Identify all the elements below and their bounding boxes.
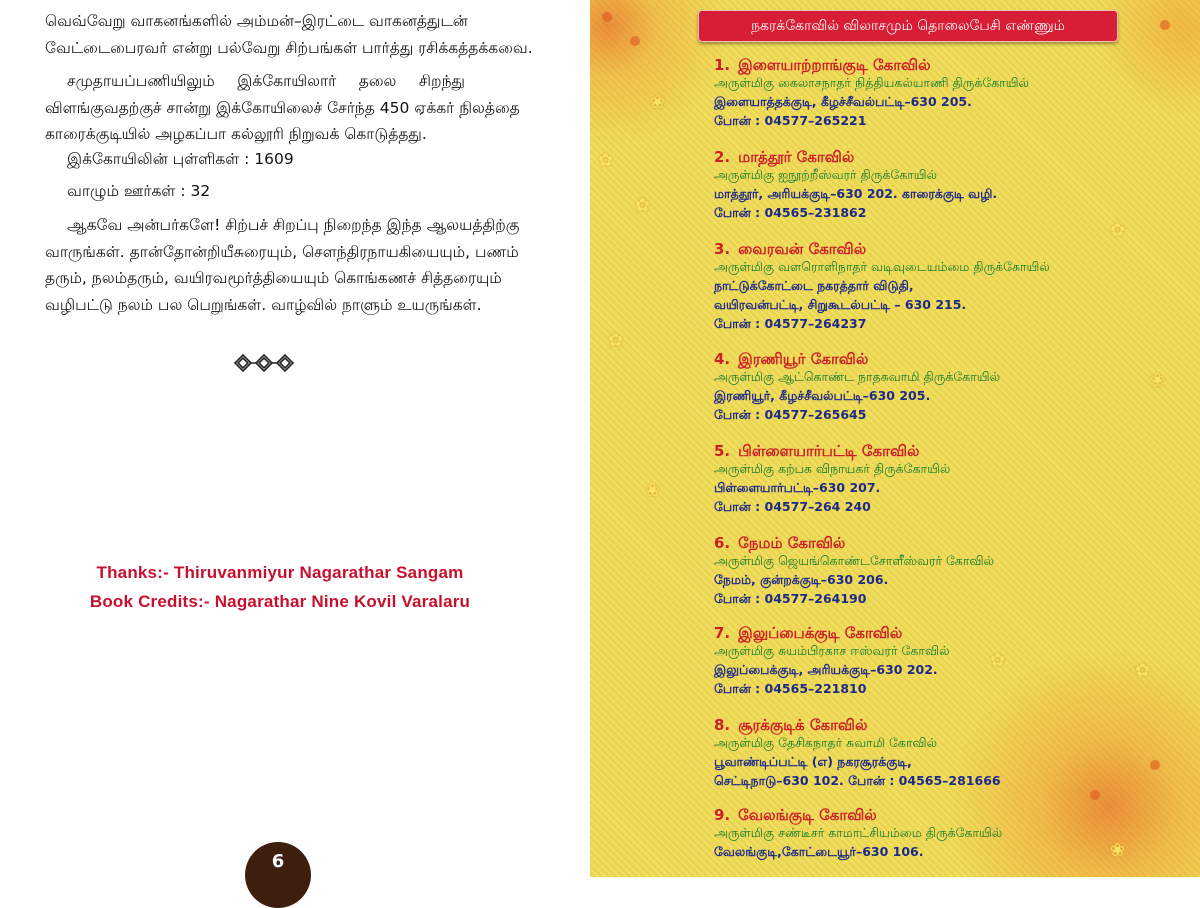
address-line: வயிரவன்பட்டி, சிறுகூடல்பட்டி – 630 215. [714, 297, 967, 312]
temple-title [714, 240, 1184, 258]
entry-number: 9. [714, 806, 731, 824]
deity-line: அருள்மிகு சண்டீசர் காமாட்சியம்மை திருக்கோயில் [714, 825, 1003, 840]
flower-icon: ❀ [1110, 840, 1126, 861]
flower-icon: ✿ [1135, 660, 1151, 681]
address-line: இரணியூர், கீழச்சீவல்பட்டி–630 205. [714, 388, 931, 403]
decor-dot [630, 36, 640, 46]
temple-entry-8 [714, 716, 1184, 790]
entry-number: 1. [714, 56, 731, 74]
temple-entry-9 [714, 806, 1184, 861]
address-line: இலுப்பைக்குடி, அரியக்குடி–630 202. [714, 662, 938, 677]
text-line: சமுதாயப்பணியிலும் இக்கோயிலார் தலை சிறந்து [67, 72, 465, 90]
flower-icon: ✿ [608, 330, 624, 351]
text-line: காரைக்குடியில் அழகப்பா கல்லூரி நிறுவக் கொடுத்தது. [45, 125, 427, 143]
decor-dot [1160, 20, 1170, 30]
temple-name: மாத்தூர் கோவில் [738, 148, 855, 166]
address-list-banner: நகரக்கோவில் விலாசமும் தொலைபேசி எண்ணும் [698, 10, 1118, 42]
flower-icon: ❀ [645, 480, 661, 501]
deity-line: அருள்மிகு கற்பக விநாயகர் திருக்கோயில் [714, 461, 951, 476]
deity-line: அருள்மிகு ஜெயங்கொண்டசோளீஸ்வரர் கோவில் [714, 553, 994, 568]
paragraph-social-service [45, 68, 520, 148]
temple-entry-4 [714, 350, 1184, 424]
paragraph-invitation [45, 212, 520, 318]
right-page [590, 0, 1200, 877]
temple-title [714, 624, 1184, 642]
entry-number: 3. [714, 240, 731, 258]
entry-number: 5. [714, 442, 731, 460]
temple-name: இலுப்பைக்குடி கோவில் [738, 624, 903, 642]
flower-icon: ❀ [1150, 370, 1166, 391]
temple-title [714, 716, 1184, 734]
temple-name: வேலங்குடி கோவில் [738, 806, 877, 824]
address-line: பூவாண்டிப்பட்டி (எ) நகரசூரக்குடி, [714, 754, 912, 769]
deity-line: அருள்மிகு தேசிகநாதர் சுவாமி கோவில் [714, 735, 937, 750]
celtic-knot-ornament-icon [232, 352, 296, 374]
phone-line: போன் : 04577–264190 [714, 591, 867, 606]
temple-name: இரணியூர் கோவில் [738, 350, 869, 368]
temple-entry-7 [714, 624, 1184, 698]
deity-line: அருள்மிகு வளரொளிநாதர் வடிவுடையம்மை திருக்கோயில் [714, 259, 1050, 274]
entry-number: 4. [714, 350, 731, 368]
decor-dot [602, 12, 612, 22]
address-line: இளையாத்தக்குடி, கீழச்சீவல்பட்டி–630 205. [714, 94, 972, 109]
text-line: வழிபட்டு நலம் பல பெறுங்கள். வாழ்வில் நாளும் உயருங்கள். [45, 295, 482, 314]
phone-line: போன் : 04577–265645 [714, 407, 867, 422]
address-line: பிள்ளையார்பட்டி–630 207. [714, 480, 881, 495]
temple-entry-5 [714, 442, 1184, 516]
temple-name: சூரக்குடிக் கோவில் [738, 716, 868, 734]
flower-icon: ✿ [598, 150, 614, 171]
temple-title [714, 442, 1184, 460]
flower-icon: ✿ [635, 195, 651, 216]
address-line: நாட்டுக்கோட்டை நகரத்தார் விடுதி, [714, 278, 914, 293]
text-line: வாருங்கள். தான்தோன்றியீசுரையும், சௌந்திரநாயகியையும், பணம் [45, 242, 519, 261]
temple-title [714, 148, 1184, 166]
temple-name: பிள்ளையார்பட்டி கோவில் [738, 442, 920, 460]
address-line: வேலங்குடி,கோட்டையூர்–630 106. [714, 844, 924, 859]
decor-dot [1090, 790, 1100, 800]
temple-entry-1 [714, 56, 1184, 130]
entry-number: 6. [714, 534, 731, 552]
thanks-credit: Thanks:- Thiruvanmiyur Nagarathar Sangam [96, 563, 464, 582]
temple-title [714, 350, 1184, 368]
temple-title [714, 806, 1184, 824]
deity-line: அருள்மிகு ஆட்கொண்ட நாதசுவாமி திருக்கோயில் [714, 369, 1000, 384]
entry-number: 2. [714, 148, 731, 166]
villages-count: வாழும் ஊர்கள் : 32 [67, 182, 211, 200]
temple-title [714, 534, 1184, 552]
flower-icon: ❀ [650, 92, 666, 113]
phone-line: போன் : 04577–264 240 [714, 499, 871, 514]
phone-line: போன் : 04565–221810 [714, 681, 867, 696]
pulligal-count: இக்கோயிலின் புள்ளிகள் : 1609 [67, 150, 294, 168]
phone-line: போன் : 04577–265221 [714, 113, 867, 128]
entry-number: 8. [714, 716, 731, 734]
address-line: நேமம், குன்றக்குடி–630 206. [714, 572, 889, 587]
left-page [0, 0, 590, 877]
page-number: 6 [245, 842, 311, 908]
address-line: மாத்தூர், அரியக்குடி–630 202. காரைக்குடி வழி. [714, 186, 998, 201]
entry-number: 7. [714, 624, 731, 642]
temple-entry-2 [714, 148, 1184, 222]
text-line: வெவ்வேறு வாகனங்களில் அம்மன்–இரட்டை வாகனத்துடன் [45, 12, 468, 30]
flower-icon: ✿ [990, 650, 1006, 671]
address-line: செட்டிநாடு–630 102. போன் : 04565–281666 [714, 773, 1001, 788]
text-line: ஆகவே அன்பர்களே! சிற்பச் சிறப்பு நிறைந்த இந்த ஆலயத்திற்கு [67, 216, 520, 234]
phone-line: போன் : 04565–231862 [714, 205, 867, 220]
temple-name: வைரவன் கோவில் [738, 240, 867, 258]
text-line: தரும், நலம்தரும், வயிரவமூர்த்தியையும் கொங்கணச் சித்தரையும் [45, 269, 502, 287]
deity-line: அருள்மிகு ஐநூற்றீஸ்வரர் திருக்கோயில் [714, 167, 937, 182]
flower-icon: ✿ [1110, 220, 1126, 241]
phone-line: போன் : 04577–264237 [714, 316, 867, 331]
temple-entry-6 [714, 534, 1184, 608]
temple-title [714, 56, 1184, 74]
text-line: வேட்டைபைரவர் என்று பல்வேறு சிற்பங்கள் பார்த்து ரசிக்கத்தக்கவை. [45, 38, 533, 57]
temple-name: நேமம் கோவில் [738, 534, 846, 552]
deity-line: அருள்மிகு கைலாசநாதர் நித்தியகல்யாணி திருக்கோயில் [714, 75, 1029, 90]
temple-name: இளையாற்றாங்குடி கோவில் [738, 56, 931, 74]
deity-line: அருள்மிகு சுயம்பிரகாச ஈஸ்வரர் கோவில் [714, 643, 950, 658]
book-credit: Book Credits:- Nagarathar Nine Kovil Varalaru [89, 592, 471, 611]
temple-entry-3 [714, 240, 1184, 333]
text-line: விளங்குவதற்குச் சான்று இக்கோயிலைச் சேர்ந்த 450 ஏக்கர் நிலத்தை [45, 98, 520, 117]
paragraph-vahanas [45, 8, 533, 61]
